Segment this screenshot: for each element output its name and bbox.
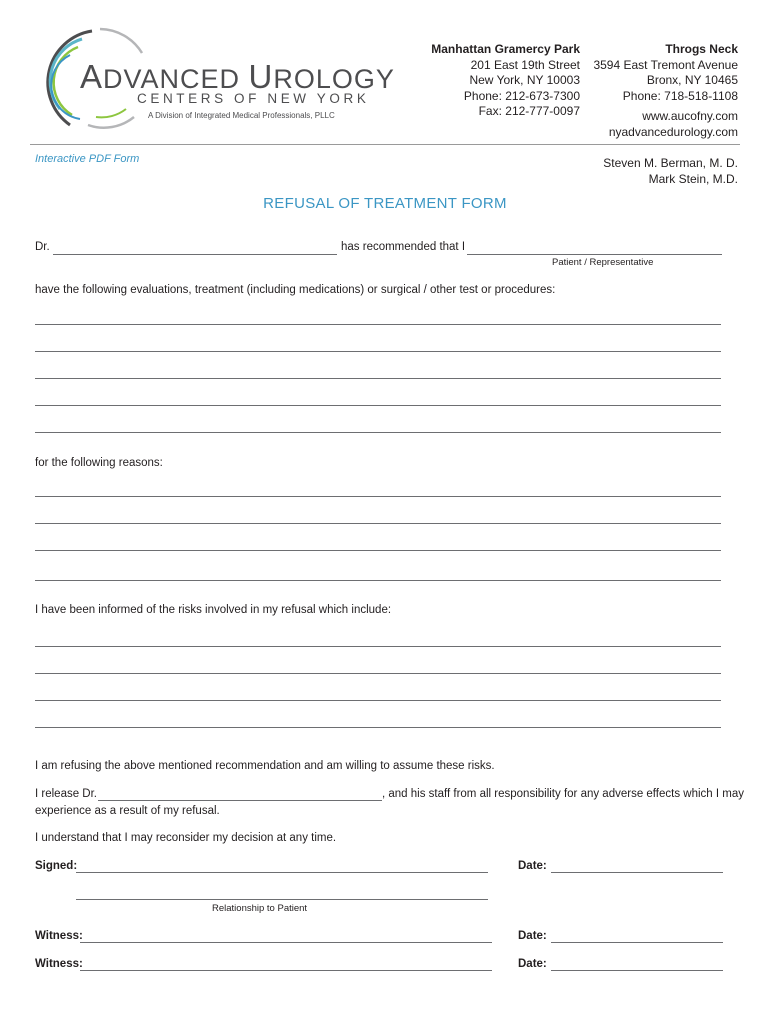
release-prefix: I release Dr. (35, 788, 97, 800)
reasons-text: for the following reasons: (35, 457, 163, 469)
office-line: New York, NY 10003 (469, 73, 580, 87)
header-divider (30, 144, 740, 145)
release-suffix: , and his staff from all responsibility for any adverse effects which I may (382, 788, 744, 800)
office-line: 201 East 19th Street (470, 57, 580, 72)
brand-subtitle: CENTERS OF NEW YORK (137, 91, 370, 106)
relationship-label: Relationship to Patient (212, 903, 308, 914)
office-line: Phone: 212-673-7300 (463, 88, 580, 103)
doctor-list (603, 155, 738, 187)
website-link[interactable]: www.aucofny.com (642, 109, 738, 123)
evaluations-field-3[interactable] (35, 378, 721, 379)
refusing-text: I am refusing the above mentioned recommendation and am willing to assume these risks. (35, 760, 495, 772)
doctor-name: Steven M. Berman, M. D. (603, 156, 738, 170)
reasons-field-1[interactable] (35, 496, 721, 497)
witness-date-field-1[interactable] (551, 942, 723, 943)
risks-field-2[interactable] (35, 673, 721, 674)
reasons-field-4[interactable] (35, 580, 721, 581)
date-label: Date: (518, 860, 547, 872)
website-link[interactable]: nyadvancedurology.com (608, 124, 738, 139)
witness-date-field-2[interactable] (551, 970, 723, 971)
recommended-text: has recommended that I (341, 241, 466, 253)
brand-initial-a: A (80, 58, 104, 95)
evaluations-field-5[interactable] (35, 432, 721, 433)
date-label-3: Date: (518, 958, 547, 970)
witness-field-2[interactable] (80, 970, 492, 971)
brand-division: A Division of Integrated Medical Professionals, PLLC (148, 111, 335, 120)
office-throgs-neck (593, 42, 738, 140)
evaluations-field-2[interactable] (35, 351, 721, 352)
brand-initial-u: U (248, 58, 274, 95)
office-line: Phone: 718-518-1108 (622, 88, 738, 103)
evaluations-text: have the following evaluations, treatment (including medications) or surgical / other test or procedures: (35, 284, 556, 296)
relationship-field[interactable] (76, 899, 488, 900)
signature-date-field[interactable] (551, 872, 723, 873)
release-line2: experience as a result of my refusal. (35, 805, 220, 817)
doctor-name: Mark Stein, M.D. (648, 172, 738, 186)
reasons-field-3[interactable] (35, 550, 721, 551)
signed-label: Signed: (35, 860, 78, 872)
office-line: 3594 East Tremont Avenue (593, 57, 738, 72)
witness-label-1: Witness: (35, 930, 83, 942)
witness-label-2: Witness: (35, 958, 83, 970)
office-manhattan (431, 42, 580, 120)
reasons-field-2[interactable] (35, 523, 721, 524)
office-line: Bronx, NY 10465 (646, 73, 738, 87)
office-name: Manhattan Gramercy Park (431, 42, 580, 56)
evaluations-field-1[interactable] (35, 324, 721, 325)
brand-word-1: DVANCED (103, 64, 249, 94)
reconsider-text: I understand that I may reconsider my decision at any time. (35, 832, 337, 844)
date-label-2: Date: (518, 930, 547, 942)
office-name: Throgs Neck (665, 42, 738, 56)
evaluations-field-4[interactable] (35, 405, 721, 406)
risks-field-1[interactable] (35, 646, 721, 647)
interactive-pdf-label: Interactive PDF Form (35, 153, 140, 165)
risks-text: I have been informed of the risks involved in my refusal which include: (35, 604, 392, 616)
brand-word-2: ROLOGY (273, 64, 395, 94)
dr-label: Dr. (35, 241, 50, 253)
patient-rep-label: Patient / Representative (552, 257, 654, 268)
witness-field-1[interactable] (80, 942, 492, 943)
risks-field-3[interactable] (35, 700, 721, 701)
office-line: Fax: 212-777-0097 (478, 104, 580, 118)
signature-field[interactable] (76, 872, 488, 873)
doctor-name-field[interactable] (53, 254, 337, 255)
release-doctor-field[interactable] (98, 800, 382, 801)
form-title: REFUSAL OF TREATMENT FORM (263, 195, 507, 212)
risks-field-4[interactable] (35, 727, 721, 728)
patient-name-field[interactable] (467, 254, 722, 255)
